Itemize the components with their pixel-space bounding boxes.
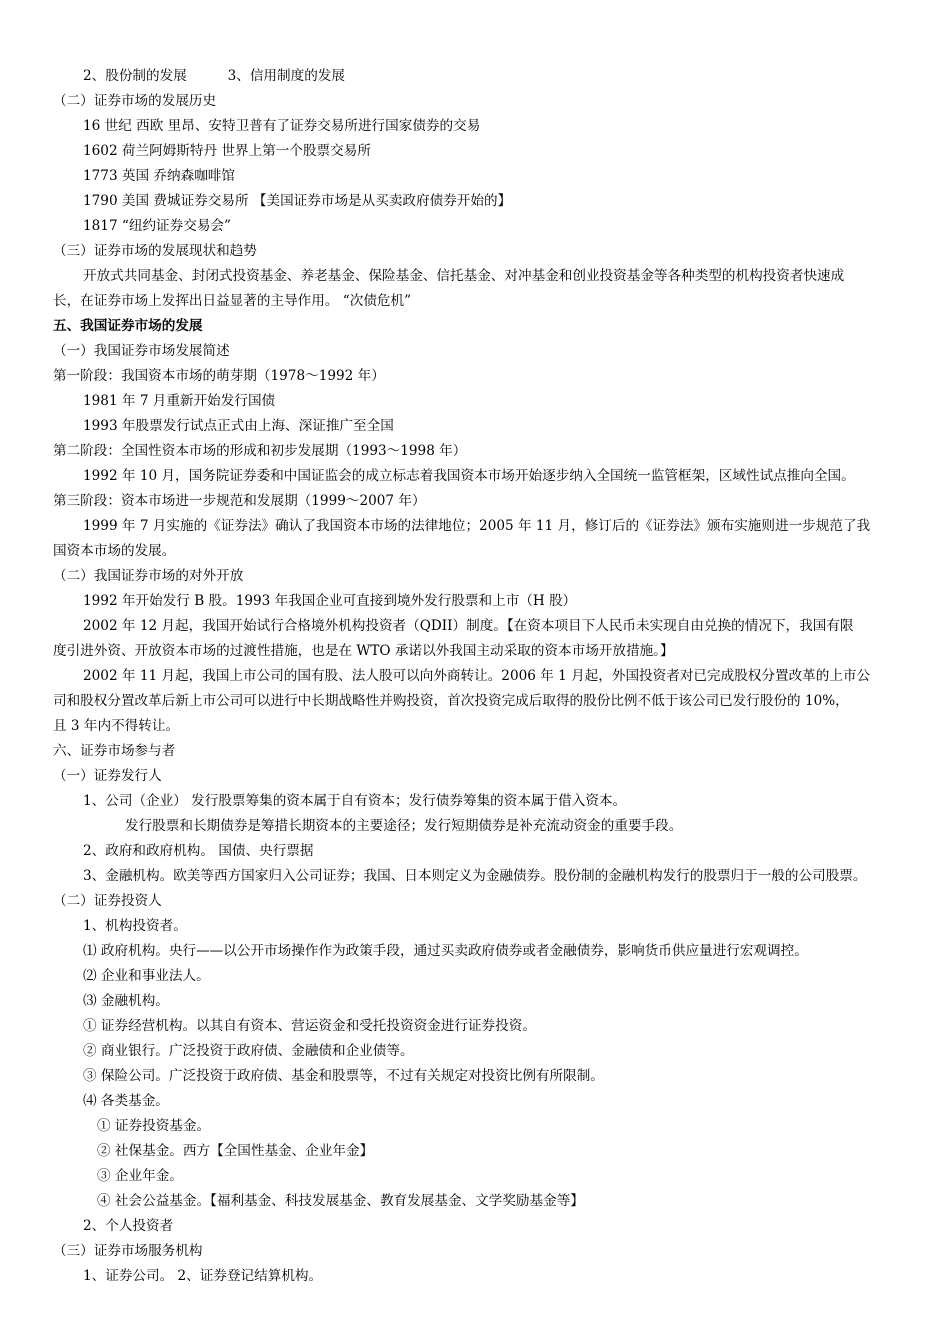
text-line: 长，在证券市场上发挥出日益显著的主导作用。 “次债危机”	[53, 293, 412, 309]
text-line: 1992 年 10 月，国务院证券委和中国证监会的成立标志着我国资本市场开始逐步纳入全国统一监管框架，区域性试点推向全国。	[83, 468, 855, 484]
text-line: 第二阶段：全国性资本市场的形成和初步发展期（1993～1998 年）	[53, 443, 467, 459]
text-line: 1993 年股票发行试点正式由上海、深证推广至全国	[83, 418, 394, 434]
text-line: ① 证券投资基金。	[97, 1118, 211, 1134]
text-line: 第三阶段：资本市场进一步规范和发展期（1999～2007 年）	[53, 493, 426, 509]
text-line: 司和股权分置改革后新上市公司可以进行中长期战略性并购投资，首次投资完成后取得的股份比例不低于该公司已发行股份的 10%，	[53, 693, 849, 709]
text-line: 1981 年 7 月重新开始发行国债	[83, 393, 276, 409]
text-line: （二）证券市场的发展历史	[53, 93, 217, 109]
text-line: 1、公司（企业） 发行股票筹集的资本属于自有资本；发行债券筹集的资本属于借入资本。	[83, 793, 627, 809]
text-line: 1992 年开始发行 B 股。1993 年我国企业可直接到境外发行股票和上市（H 股）	[83, 593, 577, 609]
text-line: 1773 英国 乔纳森咖啡馆	[83, 168, 235, 184]
text-line: （二）证券投资人	[53, 893, 162, 909]
text-line: ⑶ 金融机构。	[83, 993, 169, 1009]
text-line: 1817 “纽约证券交易会”	[83, 218, 231, 234]
text-line: 2002 年 12 月起，我国开始试行合格境外机构投资者（QDII）制度。【在资本项目下人民币未实现自由兑换的情况下，我国有限	[83, 618, 854, 634]
text-line: 1790 美国 费城证券交易所 【美国证券市场是从买卖政府债券开始的】	[83, 193, 512, 209]
text-line: 发行股票和长期债券是筹措长期资本的主要途径；发行短期债券是补充流动资金的重要手段。	[125, 818, 683, 834]
text-line: ③ 企业年金。	[97, 1168, 183, 1184]
text-line: 1602 荷兰阿姆斯特丹 世界上第一个股票交易所	[83, 143, 371, 159]
text-line: 且 3 年内不得转让。	[53, 718, 180, 734]
text-line: （一）证券发行人	[53, 768, 162, 784]
text-line: 度引进外资、开放资本市场的过渡性措施，也是在 WTO 承诺以外我国主动采取的资本市场开放措施。】	[53, 643, 674, 659]
text-line: 第一阶段：我国资本市场的萌芽期（1978～1992 年）	[53, 368, 385, 384]
text-line: 3、金融机构。欧美等西方国家归入公司证券；我国、日本则定义为金融债券。股份制的金融机构发行的股票归于一般的公司股票。	[83, 868, 867, 884]
text-line: （三）证券市场的发展现状和趋势	[53, 243, 257, 259]
text-line: ③ 保险公司。广泛投资于政府债、基金和股票等，不过有关规定对投资比例有所限制。	[83, 1068, 604, 1084]
text-line: ⑷ 各类基金。	[83, 1093, 169, 1109]
text-line: 2、股份制的发展 3、信用制度的发展	[83, 68, 345, 84]
text-line: （二）我国证券市场的对外开放	[53, 568, 244, 584]
text-line: 2、个人投资者	[83, 1218, 174, 1234]
text-line: ① 证券经营机构。以其自有资本、营运资金和受托投资资金进行证券投资。	[83, 1018, 536, 1034]
text-line: 2、政府和政府机构。 国债、央行票据	[83, 843, 314, 859]
text-line: （一）我国证券市场发展简述	[53, 343, 230, 359]
text-line: 六、证券市场参与者	[53, 743, 176, 759]
section-heading: 五、我国证券市场的发展	[53, 318, 203, 334]
text-line: 1、机构投资者。	[83, 918, 187, 934]
text-line: ⑴ 政府机构。央行——以公开市场操作作为政策手段，通过买卖政府债券或者金融债券，影响货币供应量进行宏观调控。	[83, 943, 808, 959]
text-line: ② 社保基金。西方【全国性基金、企业年金】	[97, 1143, 374, 1159]
text-line: （三）证券市场服务机构	[53, 1243, 203, 1259]
text-line: 国资本市场的发展。	[53, 543, 176, 559]
text-line: 2002 年 11 月起，我国上市公司的国有股、法人股可以向外商转让。2006 年 1 月起，外国投资者对已完成股权分置改革的上市公	[83, 668, 871, 684]
text-line: ④ 社会公益基金。【福利基金、科技发展基金、教育发展基金、文学奖励基金等】	[97, 1193, 584, 1209]
text-line: 16 世纪 西欧 里昂、安特卫普有了证券交易所进行国家债券的交易	[83, 118, 481, 134]
text-line: ⑵ 企业和事业法人。	[83, 968, 210, 984]
text-line: ② 商业银行。广泛投资于政府债、金融债和企业债等。	[83, 1043, 414, 1059]
text-line: 开放式共同基金、封闭式投资基金、养老基金、保险基金、信托基金、对冲基金和创业投资基金等各种类型的机构投资者快速成	[83, 268, 845, 284]
text-line: 1、证券公司。 2、证券登记结算机构。	[83, 1268, 323, 1284]
text-line: 1999 年 7 月实施的《证券法》确认了我国资本市场的法律地位；2005 年 11 月，修订后的《证券法》颁布实施则进一步规范了我	[83, 518, 871, 534]
